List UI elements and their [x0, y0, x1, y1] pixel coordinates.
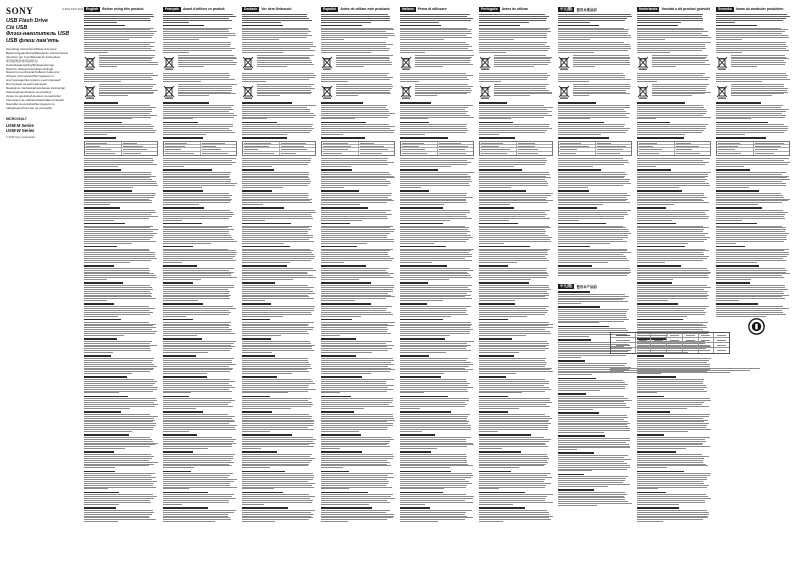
language-tab: Nederlands: [639, 6, 658, 11]
crossed-out-bin-icon: [321, 56, 333, 70]
language-caption: Antes de utilizar: [501, 7, 528, 11]
language-column-de: [242, 6, 316, 546]
model-block: [6, 123, 34, 133]
language-tab: 中文(简): [560, 283, 573, 288]
model-line: USM-W Series: [6, 128, 35, 133]
table-row: [638, 152, 710, 155]
language-header: [84, 6, 158, 12]
language-caption: Vor dem Gebrauch: [261, 7, 292, 11]
title-line: Clé USB: [6, 24, 28, 31]
battery-recycling-notice: [637, 84, 711, 101]
language-header: [558, 6, 632, 12]
part-number: 4-453-XXX-11(1): [62, 7, 85, 11]
epup-logo-icon: [748, 318, 765, 335]
language-column-sv: [716, 6, 790, 318]
recycling-notice: [84, 55, 158, 72]
battery-recycling-notice: [479, 84, 553, 101]
cover-brand: [6, 6, 64, 16]
table-row: [401, 152, 473, 155]
language-header: [163, 6, 237, 12]
crossed-out-bin-icon: [558, 85, 570, 99]
specifications-table: [479, 141, 553, 157]
op-line: Kasutusjuhend/Upute za uporabu/: [6, 89, 52, 94]
battery-recycling-notice: [321, 84, 395, 101]
op-line: Οδηγίες λειτουργίας/Инструкция по: [6, 74, 54, 79]
table-row: [164, 152, 236, 155]
brand-logo: SONY: [6, 6, 34, 16]
specifications-table: [400, 141, 474, 157]
recycling-notice: [163, 55, 237, 72]
language-tab: Deutsch: [244, 6, 258, 11]
crossed-out-bin-icon: [716, 56, 728, 70]
title-line: USB флеш пам'ять: [6, 37, 59, 44]
battery-recycling-notice: [558, 84, 632, 101]
crossed-out-bin-icon: [637, 85, 649, 99]
battery-recycling-notice: [716, 84, 790, 101]
product-logo: MICROVAULT: [6, 117, 27, 121]
column-body: [84, 14, 158, 522]
table-row: [480, 152, 552, 155]
column-body: [637, 14, 711, 522]
op-line: Návod na používanie/Kullanım kılavuzu/: [6, 70, 60, 75]
recycling-notice: [716, 55, 790, 72]
language-header: [716, 6, 790, 12]
specifications-table: [321, 141, 395, 157]
op-line: Bedienungsanleitung/Manual de instrucciones/: [6, 50, 69, 55]
crossed-out-bin-icon: [637, 56, 649, 70]
title-line: Флэш-накопитель USB: [6, 31, 70, 38]
column-body: [558, 291, 632, 506]
crossed-out-bin-icon: [716, 85, 728, 99]
table-notes: [610, 368, 770, 374]
recycling-notice: [637, 55, 711, 72]
copyright: © 2016 Sony Corporation: [6, 136, 36, 139]
table-row: [243, 152, 315, 155]
column-body: [479, 14, 553, 522]
language-caption: Before using this product: [102, 7, 144, 11]
specifications-table: [637, 141, 711, 157]
crossed-out-bin-icon: [84, 85, 96, 99]
battery-recycling-notice: [84, 84, 158, 101]
battery-recycling-notice: [242, 84, 316, 101]
op-line: 使用說明書/使用说明书/: [6, 58, 38, 63]
language-caption: Innan du använder produkten: [735, 7, 784, 11]
language-column-en: [84, 6, 158, 546]
language-caption: Antes de utilizar este producto: [340, 7, 390, 11]
language-header: [637, 6, 711, 12]
language-column-zh-cn: [558, 283, 632, 545]
op-line: Инструкции за експлоатация/: [6, 82, 47, 87]
language-caption: 使用本产品前: [576, 284, 597, 289]
specifications-table: [84, 141, 158, 157]
specifications-table: [716, 141, 790, 157]
language-header: [558, 283, 632, 289]
language-tab: Italiano: [402, 6, 414, 11]
crossed-out-bin-icon: [400, 85, 412, 99]
language-tab: Español: [323, 6, 337, 11]
title-line: USB Flash Drive: [6, 18, 48, 24]
op-line: Istruzioni per l'uso/Manual de instruções/: [6, 54, 61, 59]
crossed-out-bin-icon: [400, 56, 412, 70]
recycling-notice: [400, 55, 474, 72]
table-row: [559, 152, 631, 155]
crossed-out-bin-icon: [479, 56, 491, 70]
op-line: Naudojimo instrukcija/Lietošanas instrukcija/: [6, 86, 65, 91]
crossed-out-bin-icon: [558, 56, 570, 70]
table-row: [611, 348, 729, 353]
language-tab: Français: [165, 6, 179, 11]
language-column-pt: [479, 6, 553, 546]
recycling-notice: [479, 55, 553, 72]
model-line: USM-M Series: [6, 123, 34, 128]
language-header: [321, 6, 395, 12]
column-body: [400, 14, 474, 522]
recycling-notice: [558, 55, 632, 72]
language-header: [479, 6, 553, 12]
crossed-out-bin-icon: [84, 56, 96, 70]
crossed-out-bin-icon: [163, 85, 175, 99]
language-caption: Voordat u dit product gebruikt: [661, 7, 711, 11]
table-row: [322, 152, 394, 155]
language-caption: Avant d'utiliser ce produit: [182, 7, 225, 11]
language-tab: Svenska: [718, 6, 732, 11]
language-column-es: [321, 6, 395, 546]
language-caption: 使用本產品前: [576, 7, 597, 12]
substances-table: [610, 332, 730, 354]
crossed-out-bin-icon: [479, 85, 491, 99]
op-line: эксплуатации/Інструкція з експлуатації/: [6, 78, 61, 83]
column-body: [716, 14, 790, 318]
language-column-nl: [637, 6, 711, 546]
column-body: [558, 14, 632, 276]
recycling-notice: [242, 55, 316, 72]
language-column-fr: [163, 6, 237, 546]
language-column-zh_tw: [558, 6, 632, 276]
crossed-out-bin-icon: [163, 56, 175, 70]
recycling-notice: [321, 55, 395, 72]
language-tab: 中文(繁): [560, 6, 573, 11]
crossed-out-bin-icon: [242, 85, 254, 99]
specifications-table: [558, 141, 632, 157]
crossed-out-bin-icon: [242, 56, 254, 70]
op-line: Instrucțiuni de utilizare/Használati útmutató/: [6, 97, 65, 102]
op-line: пайдалану/Упатство за употреба: [6, 105, 52, 110]
op-line: Operating Instructions/Mode d'emploi/: [6, 47, 57, 51]
specifications-table: [242, 141, 316, 157]
table-row: [717, 152, 789, 155]
battery-recycling-notice: [163, 84, 237, 101]
language-column-it: [400, 6, 474, 546]
column-body: [321, 14, 395, 522]
language-header: [400, 6, 474, 12]
language-tab: English: [86, 6, 99, 11]
title-block: [6, 18, 70, 44]
specifications-table: [163, 141, 237, 157]
operating-instructions-list: [6, 48, 68, 111]
language-header: [242, 6, 316, 12]
op-line: Navodila za uporabo/Инструкция по: [6, 101, 55, 106]
battery-recycling-notice: [400, 84, 474, 101]
column-body: [163, 14, 237, 522]
language-caption: Prima di utilizzare: [417, 7, 447, 11]
crossed-out-bin-icon: [321, 85, 333, 99]
op-line: Návod k obsluze/Instrukcja obsługi/: [6, 66, 54, 71]
op-line: Gebruiksaanwijzing/Bruksanvisning/: [6, 62, 55, 67]
column-body: [242, 14, 316, 522]
language-tab: Português: [481, 6, 498, 11]
op-line: Upute za upotrebu/Uputstvo za upotrebu/: [6, 93, 61, 98]
table-row: [85, 152, 157, 155]
